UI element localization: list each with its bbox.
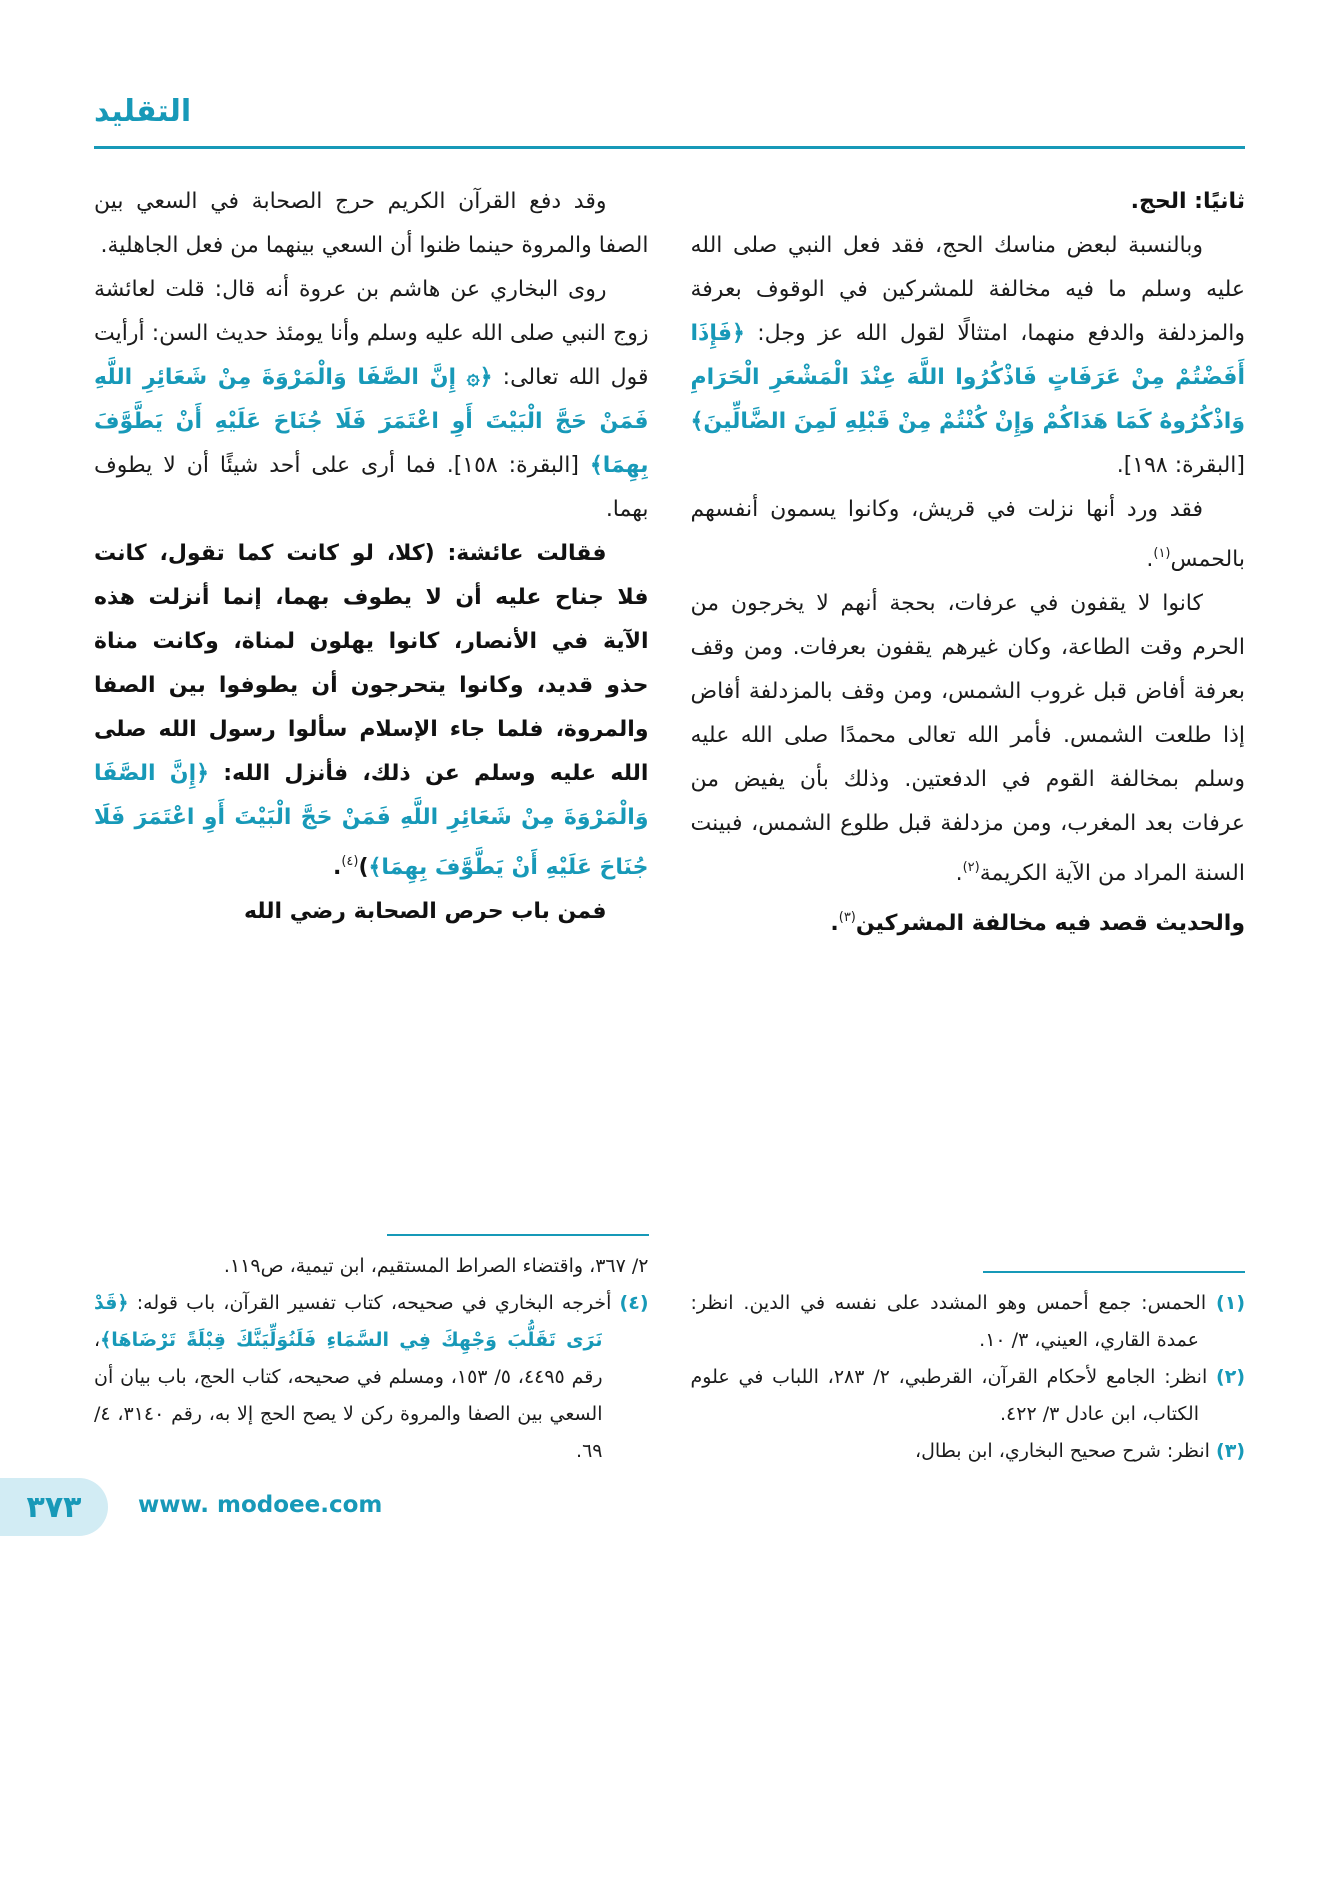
bold-text-segment: والحديث قصد فيه مخالفة المشركين xyxy=(855,911,1245,936)
footnote-continuation xyxy=(94,1248,649,1285)
website-link[interactable]: www. modoee.com xyxy=(138,1492,383,1518)
footnote-marker: (٢) xyxy=(962,860,980,875)
text-columns xyxy=(94,180,1245,1470)
footnote-rule-right xyxy=(983,1271,1245,1274)
footnotes-right-items xyxy=(691,1285,1246,1470)
text-segment: روى البخاري عن هاشم بن عروة أنه قال: قلت لعائشة زوج النبي صلى الله عليه وسلم وأنا يومئذ حديث السن: أرأيت قول الله تعالى: xyxy=(94,277,649,390)
column-left-body xyxy=(94,180,649,934)
footnote-number: (١) xyxy=(1216,1292,1245,1314)
running-head-title: التقليد xyxy=(94,94,192,129)
footnote-number: (٣) xyxy=(1216,1440,1245,1462)
footnotes-left xyxy=(94,1226,649,1471)
page-footer xyxy=(0,1478,1339,1538)
text-segment: [البقرة: ١٩٨]. xyxy=(1116,453,1245,478)
paragraph xyxy=(691,488,1246,582)
section-heading xyxy=(691,180,1246,224)
column-right xyxy=(691,180,1246,1470)
footnote-number: (٤) xyxy=(619,1292,649,1314)
paragraph xyxy=(94,268,649,532)
footnotes-right xyxy=(691,1263,1246,1471)
page-number: ٣٧٣ xyxy=(26,1489,82,1525)
footnote-marker: (٣) xyxy=(838,910,856,925)
quran-verse: ﴿فَإِذَا أَفَضْتُمْ مِنْ عَرَفَاتٍ فَاذْكُرُوا اللَّهَ عِنْدَ الْمَشْعَرِ الْحَرَامِ وَاذْكُرُوهُ كَمَا هَدَاكُمْ وَإِنْ كُنْتُمْ مِنْ قَبْلِهِ لَمِنَ الضَّالِّينَ﴾ xyxy=(690,321,1245,434)
paragraph xyxy=(94,532,649,890)
bold-text-segment: فقالت عائشة: (كلا، لو كانت كما تقول، كانت فلا جناح عليه أن لا يطوف بهما، إنما أنزلت هذه الآية في الأنصار، كانوا يهلون لمناة، وكانت مناة حذو قديد، وكانوا يتحرجون أن يطوفوا بين الصفا والمروة، فلما جاء الإسلام سألوا رسول الله صلى الله عليه وسلم عن ذلك، فأنزل الله: xyxy=(94,541,649,786)
column-left xyxy=(94,180,649,1470)
footnote-item xyxy=(691,1359,1246,1433)
bold-text-segment: . xyxy=(830,911,839,936)
text-segment: الحمس: جمع أحمس وهو المشدد على نفسه في الدين. انظر: عمدة القاري، العيني، ٣/ ١٠. xyxy=(690,1292,1217,1351)
text-segment: . xyxy=(1146,547,1154,572)
bold-text-segment: فمن باب حرص الصحابة رضي الله xyxy=(243,899,607,924)
bold-text-segment: ثانيًا: الحج. xyxy=(1130,189,1245,214)
text-segment: . xyxy=(955,861,963,886)
footnote-marker: (١) xyxy=(1153,546,1171,561)
text-segment: كانوا لا يقفون في عرفات، بحجة أنهم لا يخرجون من الحرم وقت الطاعة، وكان غيرهم يقفون بعرفات. ومن وقف بعرفة أفاض قبل غروب الشمس، ومن وقف بالمزدلفة أفاض إذا طلعت الشمس. فأمر الله تعالى محمدًا صلى الله عليه وسلم بمخالفة القوم في الدفعتين. وذلك بأن يفيض من عرفات بعد المغرب، ومن مزدلفة قبل طلوع الشمس، فبينت السنة المراد من الآية الكريمة xyxy=(690,591,1245,886)
footnote-marker: (٤) xyxy=(341,854,359,869)
footnote-item xyxy=(94,1285,649,1470)
footnote-item xyxy=(691,1433,1246,1470)
footnotes-left-items xyxy=(94,1248,649,1470)
text-segment: ، رقم ٤٤٩٥، ٥/ ١٥٣، ومسلم في صحيحه، كتاب الحج، باب بيان أن السعي بين الصفا والمروة ركن لا يصح الحج إلا به، رقم ٣١٤٠، ٤/ ٦٩. xyxy=(94,1329,603,1462)
text-segment: فقد ورد أنها نزلت في قريش، وكانوا يسمون أنفسهم بالحمس xyxy=(690,497,1245,572)
text-segment: [البقرة: ١٥٨]. فما أرى على أحد شيئًا أن لا يطوف بهما. xyxy=(94,453,649,522)
bold-text-segment: ) xyxy=(358,855,369,880)
footnote-number: (٢) xyxy=(1216,1366,1245,1388)
text-segment: انظر: شرح صحيح البخاري، ابن بطال، xyxy=(915,1440,1217,1462)
footnote-rule-left xyxy=(387,1234,649,1237)
text-segment: ٢/ ٣٦٧، واقتضاء الصراط المستقيم، ابن تيمية، ص١١٩. xyxy=(223,1255,649,1277)
paragraph xyxy=(691,224,1246,488)
bold-text-segment: . xyxy=(332,855,342,880)
footnote-item xyxy=(691,1285,1246,1359)
page-number-badge xyxy=(0,1478,108,1536)
text-segment: انظر: الجامع لأحكام القرآن، القرطبي، ٢/ ٢٨٣، اللباب في علوم الكتاب، ابن عادل ٣/ ٤٢٢. xyxy=(690,1366,1217,1425)
paragraph xyxy=(691,582,1246,896)
hadith-conclusion xyxy=(691,896,1246,946)
quran-verse: ﴿۞ إِنَّ الصَّفَا وَالْمَرْوَةَ مِنْ شَعَائِرِ اللَّهِ فَمَنْ حَجَّ الْبَيْتَ أَوِ اعْتَمَرَ فَلَا جُنَاحَ عَلَيْهِ أَنْ يَطَّوَّفَ بِهِمَا﴾ xyxy=(94,365,649,478)
text-segment: أخرجه البخاري في صحيحه، كتاب تفسير القرآن، باب قوله: xyxy=(128,1292,620,1314)
text-segment: وبالنسبة لبعض مناسك الحج، فقد فعل النبي صلى الله عليه وسلم ما فيه مخالفة للمشركين في الوقوف بعرفة والمزدلفة والدفع منهما، امتثالًا لقول الله عز وجل: xyxy=(690,233,1245,346)
text-segment: وقد دفع القرآن الكريم حرج الصحابة في السعي بين الصفا والمروة حينما ظنوا أن السعي بينهما من فعل الجاهلية. xyxy=(94,189,649,258)
column-right-body xyxy=(691,180,1246,946)
quran-verse: ﴿قَدْ نَرَى تَقَلُّبَ وَجْهِكَ فِي السَّمَاءِ فَلَنُوَلِّيَنَّكَ قِبْلَةً تَرْضَاهَا﴾ xyxy=(94,1292,603,1351)
paragraph xyxy=(94,890,649,934)
quran-verse: ﴿إِنَّ الصَّفَا وَالْمَرْوَةَ مِنْ شَعَائِرِ اللَّهِ فَمَنْ حَجَّ الْبَيْتَ أَوِ اعْتَمَرَ فَلَا جُنَاحَ عَلَيْهِ أَنْ يَطَّوَّفَ بِهِمَا﴾ xyxy=(94,761,649,880)
header-rule xyxy=(94,146,1245,149)
paragraph xyxy=(94,180,649,268)
